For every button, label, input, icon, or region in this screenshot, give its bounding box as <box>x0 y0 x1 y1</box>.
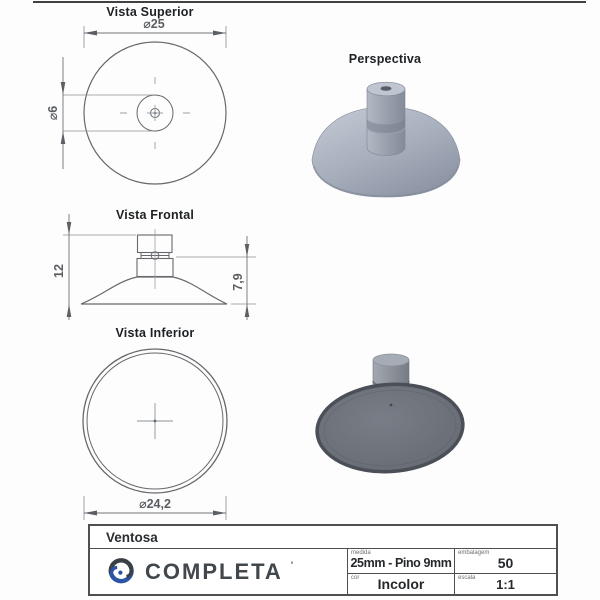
field-medida-label: medida <box>351 550 371 556</box>
brand-cell <box>90 549 348 594</box>
field-cor-value: Incolor <box>377 576 425 592</box>
top-view-title: Vista Superior <box>106 5 194 19</box>
bottom-view-dim-242 <box>84 496 226 520</box>
bottom-view-center-dot <box>154 420 157 423</box>
front-view-title: Vista Frontal <box>115 208 195 222</box>
part-name: Ventosa <box>106 529 158 545</box>
top-view <box>46 17 226 184</box>
field-medida-value: 25mm - Pino 9mm <box>350 556 452 570</box>
field-embalagem <box>455 549 556 574</box>
top-view-dim-6-label: ⌀6 <box>46 105 60 121</box>
field-escala-value: 1:1 <box>496 577 515 592</box>
top-view-dim-25 <box>84 17 226 48</box>
perspective-pin <box>367 89 405 156</box>
front-view-dim-79-label: 7,9 <box>231 273 245 291</box>
brand-registered-mark: ' <box>290 559 293 570</box>
field-escala-label: escala <box>458 575 476 581</box>
top-view-centerlines <box>120 77 190 149</box>
front-view-dim-12-label: 12 <box>52 264 66 278</box>
front-view <box>52 214 256 320</box>
front-view-cup-profile <box>81 277 227 304</box>
title-block <box>88 524 558 596</box>
top-view-dim-25-label: ⌀25 <box>143 17 165 31</box>
perspective-view-title: Perspectiva <box>348 52 422 66</box>
bottom-view-dim-242-label: ⌀24,2 <box>139 497 171 511</box>
perspective-pin-hole <box>381 86 392 91</box>
part-name-cell <box>90 526 556 549</box>
field-medida <box>348 549 455 574</box>
front-view-dim-79 <box>176 236 256 320</box>
bottom-view <box>83 349 227 520</box>
perspective-bottom-model <box>314 354 466 476</box>
field-cor <box>348 574 455 594</box>
bottom-view-title: Vista Inferior <box>115 326 195 340</box>
field-embalagem-label: embalagem <box>458 550 490 556</box>
brand-name: COMPLETA <box>145 558 283 584</box>
title-block-lower-row <box>90 549 556 594</box>
bottom-model-pad <box>314 380 466 477</box>
perspective-top-model <box>312 82 460 197</box>
bottom-model-pin-top <box>373 354 409 366</box>
field-embalagem-value: 50 <box>497 555 514 571</box>
brand-swirl-icon <box>106 557 136 587</box>
bottom-model-center-mark <box>390 404 393 407</box>
spec-fields <box>348 549 556 594</box>
field-escala <box>455 574 556 594</box>
field-cor-label: cor <box>351 575 360 581</box>
top-view-dim-6 <box>46 57 154 169</box>
